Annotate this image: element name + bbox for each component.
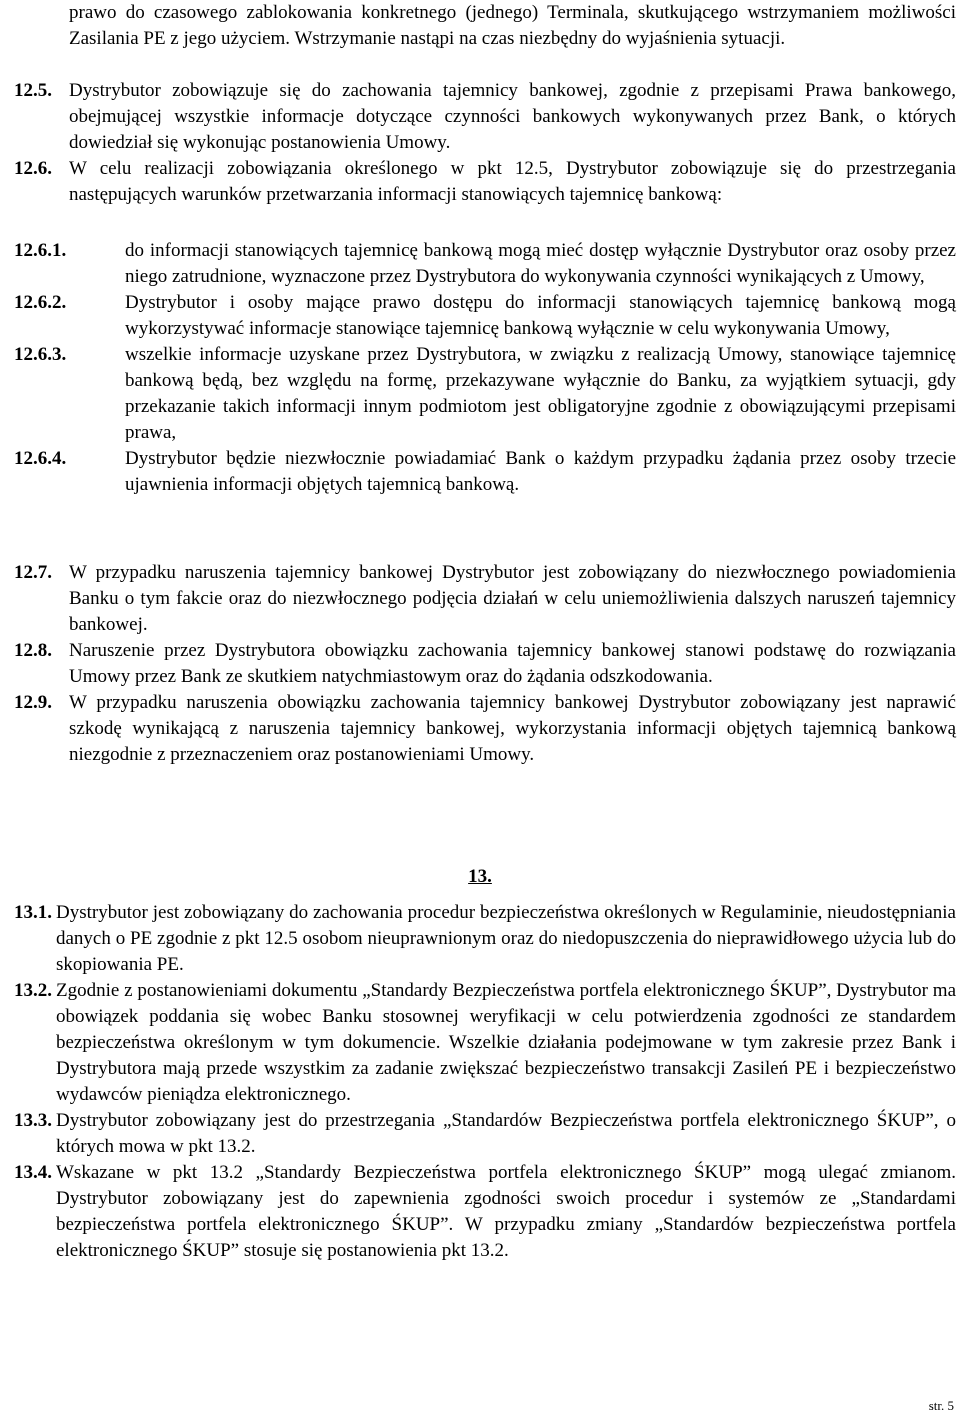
clause-12-6-1 [14, 238, 956, 290]
clause-13-4 [14, 1160, 956, 1264]
continuation-block [14, 0, 956, 52]
clause-12-6-4 [14, 446, 956, 498]
clause-number: 12.6. [14, 158, 52, 179]
section-heading-13 [0, 864, 960, 890]
clause-text: Zgodnie z postanowieniami dokumentu „Standardy Bezpieczeństwa portfela elektronicznego ŚKUP”, Dystrybutor ma obowiązek poddania się wobec Banku stosownej weryfikacji w celu potwierdzenia zgodności ze standardem bezpieczeństwa określonym w tym dokumencie. Wszelkie działania podejmowane w tym zakresie przez Bank i Dystrybutora mają przede wszystkim za zadanie zwiększać bezpieczeństwo transakcji Zasileń PE i bezpieczeństwo wydawców pieniądza elektronicznego. [56, 980, 956, 1105]
clause-text: W przypadku naruszenia obowiązku zachowania tajemnicy bankowej Dystrybutor zobowiązany jest naprawić szkodę wynikającą z naruszenia tajemnicy bankowej, wykorzystania informacji objętych tajemnicą bankową niezgodnie z przeznaczeniem oraz postanowieniami Umowy. [69, 692, 956, 765]
clause-number: 12.8. [14, 640, 52, 661]
clause-text: Dystrybutor zobowiązany jest do przestrzegania „Standardów Bezpieczeństwa portfela elektronicznego ŚKUP”, o których mowa w pkt 13.2. [56, 1110, 956, 1157]
section-12-6-subclauses [14, 238, 956, 498]
clause-13-2 [14, 978, 956, 1108]
section-13 [14, 900, 956, 1264]
section-12-part-a [14, 78, 956, 208]
clause-text: do informacji stanowiących tajemnicę bankową mogą mieć dostęp wyłącznie Dystrybutor oraz osoby przez niego zatrudnione, wyznaczone przez Dystrybutora do wykonywania czynności wynikających z Umowy, [125, 240, 956, 287]
clause-12-6 [14, 156, 956, 208]
clause-number: 13.1. [14, 902, 52, 923]
section-heading-text: 13. [468, 866, 492, 887]
clause-text: wszelkie informacje uzyskane przez Dystrybutora, w związku z realizacją Umowy, stanowiące tajemnicę bankową będą, bez względu na formę, przekazywane wyłącznie do Banku, za wyjątkiem sytuacji, gdy przekazanie takich informacji innym podmiotom jest obligatoryjne zgodnie z obowiązującymi przepisami prawa, [125, 344, 956, 443]
clause-text: Dystrybutor i osoby mające prawo dostępu do informacji stanowiących tajemnicę bankową mogą wykorzystywać informacje stanowiące tajemnicę bankową wyłącznie w celu wykonywania Umowy, [125, 292, 956, 339]
clause-13-3 [14, 1108, 956, 1160]
clause-number: 12.6.2. [14, 292, 67, 313]
clause-text: W przypadku naruszenia tajemnicy bankowej Dystrybutor jest zobowiązany do niezwłocznego powiadomienia Banku o tym fakcie oraz do niezwłocznego podjęcia działań w celu uniemożliwienia dalszych naruszeń tajemnicy bankowej. [69, 562, 956, 635]
clause-number: 12.5. [14, 80, 52, 101]
clause-text: W celu realizacji zobowiązania określonego w pkt 12.5, Dystrybutor zobowiązuje się do przestrzegania następujących warunków przetwarzania informacji stanowiących tajemnicę bankową: [69, 158, 956, 205]
clause-12-6-3 [14, 342, 956, 446]
clause-13-1 [14, 900, 956, 978]
clause-number: 13.3. [14, 1110, 52, 1131]
clause-text: Naruszenie przez Dystrybutora obowiązku zachowania tajemnicy bankowej stanowi podstawę do rozwiązania Umowy przez Bank ze skutkiem natychmiastowym oraz do żądania odszkodowania. [69, 640, 956, 687]
clause-number: 12.7. [14, 562, 52, 583]
clause-text: Wskazane w pkt 13.2 „Standardy Bezpieczeństwa portfela elektronicznego ŚKUP” mogą ulegać zmianom. Dystrybutor zobowiązany jest do zapewnienia zgodności swoich procedur i systemów ze „Standardami bezpieczeństwa portfela elektronicznego ŚKUP”. W przypadku zmiany „Standardów bezpieczeństwa portfela elektronicznego ŚKUP” stosuje się postanowienia pkt 13.2. [56, 1162, 956, 1261]
clause-number: 12.6.4. [14, 448, 67, 469]
continuation-text: prawo do czasowego zablokowania konkretnego (jednego) Terminala, skutkującego wstrzymaniem możliwości Zasilania PE z jego użyciem. Wstrzymanie nastąpi na czas niezbędny do wyjaśnienia sytuacji. [69, 2, 956, 49]
clause-number: 12.6.1. [14, 240, 67, 261]
clause-12-9 [14, 690, 956, 768]
page-number: str. 5 [928, 1398, 954, 1413]
clause-number: 12.9. [14, 692, 52, 713]
clause-12-7 [14, 560, 956, 638]
clause-number: 12.6.3. [14, 344, 67, 365]
clause-text: Dystrybutor zobowiązuje się do zachowania tajemnicy bankowej, zgodnie z przepisami Prawa bankowego, obejmującej wszystkie informacje dotyczące czynności bankowych wykonywanych przez Bank, o których dowiedział się wykonując postanowienia Umowy. [69, 80, 956, 153]
clause-12-5 [14, 78, 956, 156]
section-12-part-b [14, 560, 956, 768]
continuation-paragraph [14, 0, 956, 52]
clause-text: Dystrybutor jest zobowiązany do zachowania procedur bezpieczeństwa określonych w Regulaminie, nieudostępniania danych o PE zgodnie z pkt 12.5 osobom nieuprawnionym oraz do niedopuszczenia do nieprawidłowego użycia lub do skopiowania PE. [56, 902, 956, 975]
clause-12-6-2 [14, 290, 956, 342]
clause-number: 13.2. [14, 980, 52, 1001]
clause-number: 13.4. [14, 1162, 52, 1183]
clause-12-8 [14, 638, 956, 690]
clause-text: Dystrybutor będzie niezwłocznie powiadamiać Bank o każdym przypadku żądania przez osoby trzecie ujawnienia informacji objętych tajemnicą bankową. [125, 448, 956, 495]
